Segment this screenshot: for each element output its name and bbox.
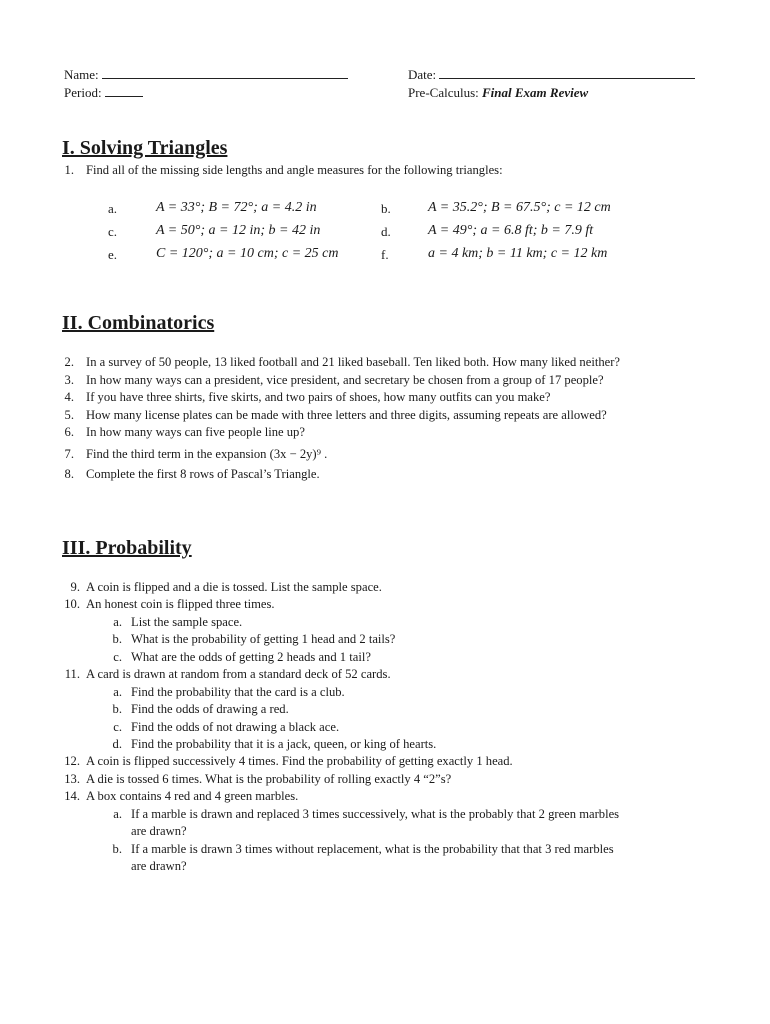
triangle-label: c. [108, 224, 118, 239]
triangle-expr: C = 120°; a = 10 cm; c = 25 cm [156, 246, 339, 261]
course-line [408, 84, 588, 101]
date-blank [439, 66, 695, 79]
triangle-expr: A = 33°; B = 72°; a = 4.2 in [156, 200, 317, 215]
triangle-label: e. [108, 247, 118, 262]
course-title: Final Exam Review [482, 85, 589, 100]
triangle-expr: a = 4 km; b = 11 km; c = 12 km [428, 246, 608, 261]
section-title-triangles: I. Solving Triangles [62, 137, 228, 159]
name-blank [102, 66, 348, 79]
triangle-label: d. [381, 224, 391, 239]
triangle-expr: A = 49°; a = 6.8 ft; b = 7.9 ft [428, 223, 594, 238]
name-label: Name: [64, 67, 99, 82]
period-blank [105, 84, 143, 97]
course-label: Pre-Calculus: [408, 85, 479, 100]
period-label: Period: [64, 85, 102, 100]
triangle-label: b. [381, 201, 391, 216]
worksheet-page: Name: Period: Date: Pre-Calculus: Final Exam Review I. Solving Triangles 1. Find all of the missing side lengths and angle measures for the following triangles: a. A = 33°; B = 72°; a = 4.2 in b. A = 35.2°; B = 67.5°; c = 12 cm c. A = 50°; a = 12 in; b = 42 in d. A = 49°; a = 6.8 ft; b = 7.9 ft e. C = 120°; a = 10 cm; c = 25 cm f. a = 4 km; b = 11 km; c = 12 km II. Combinatorics 2. In a survey of 50 people, 13 liked football and 21 liked baseball. Ten liked both. How many liked neither? 3. In how many ways can a president, vice president, and secretary be chosen from a group of 17 people? 4. If you have three shirts, five skirts, and two pairs of shoes, how many outfits can you make? 5. How many license plates can be made with three letters and three digits, assuming repeats are allowed? 6. In how many ways can five people line up? 7. Find the third term in the expansion (3x − 2y)⁹ . 8. Complete the first 8 rows of Pascal’s Triangle. III. Probability 9. A coin is flipped and a die is tossed. List the sample space. 10. An honest coin is flipped three times. a. List the sample space. b. What is the probability of getting 1 head and 2 tails? c. What are the odds of getting 2 heads and 1 tail? 11. A card is drawn at random from a standard deck of 52 cards. a. Find the probability that the card is a club. b. Find the odds of drawing a red. c. Find the odds of not drawing a black ace. d. Find the probability that it is a jack, queen, or king of hearts. 12. A coin is flipped successively 4 times. Find the probability of getting exactly 1 head. 13. A die is tossed 6 times. What is the probability of rolling exactly 4 “2”s? 14. A box contains 4 red and 4 green marbles. a. If a marble is drawn and replaced 3 times successively, what is the probably that 2 green marbles are drawn? b. If a marble is drawn 3 times without replacement, what is the probability that that 3 red marbles are drawn? [0, 0, 770, 1024]
triangle-expr: A = 50°; a = 12 in; b = 42 in [156, 223, 321, 238]
date-label: Date: [408, 67, 437, 82]
name-field [64, 66, 348, 83]
section-title-combinatorics: II. Combinatorics [62, 312, 215, 334]
triangle-expr: A = 35.2°; B = 67.5°; c = 12 cm [428, 200, 611, 215]
period-field [64, 84, 143, 101]
section-title-probability: III. Probability [62, 537, 192, 559]
triangle-label: a. [108, 201, 118, 216]
triangle-label: f. [381, 247, 389, 262]
date-field [408, 66, 695, 83]
